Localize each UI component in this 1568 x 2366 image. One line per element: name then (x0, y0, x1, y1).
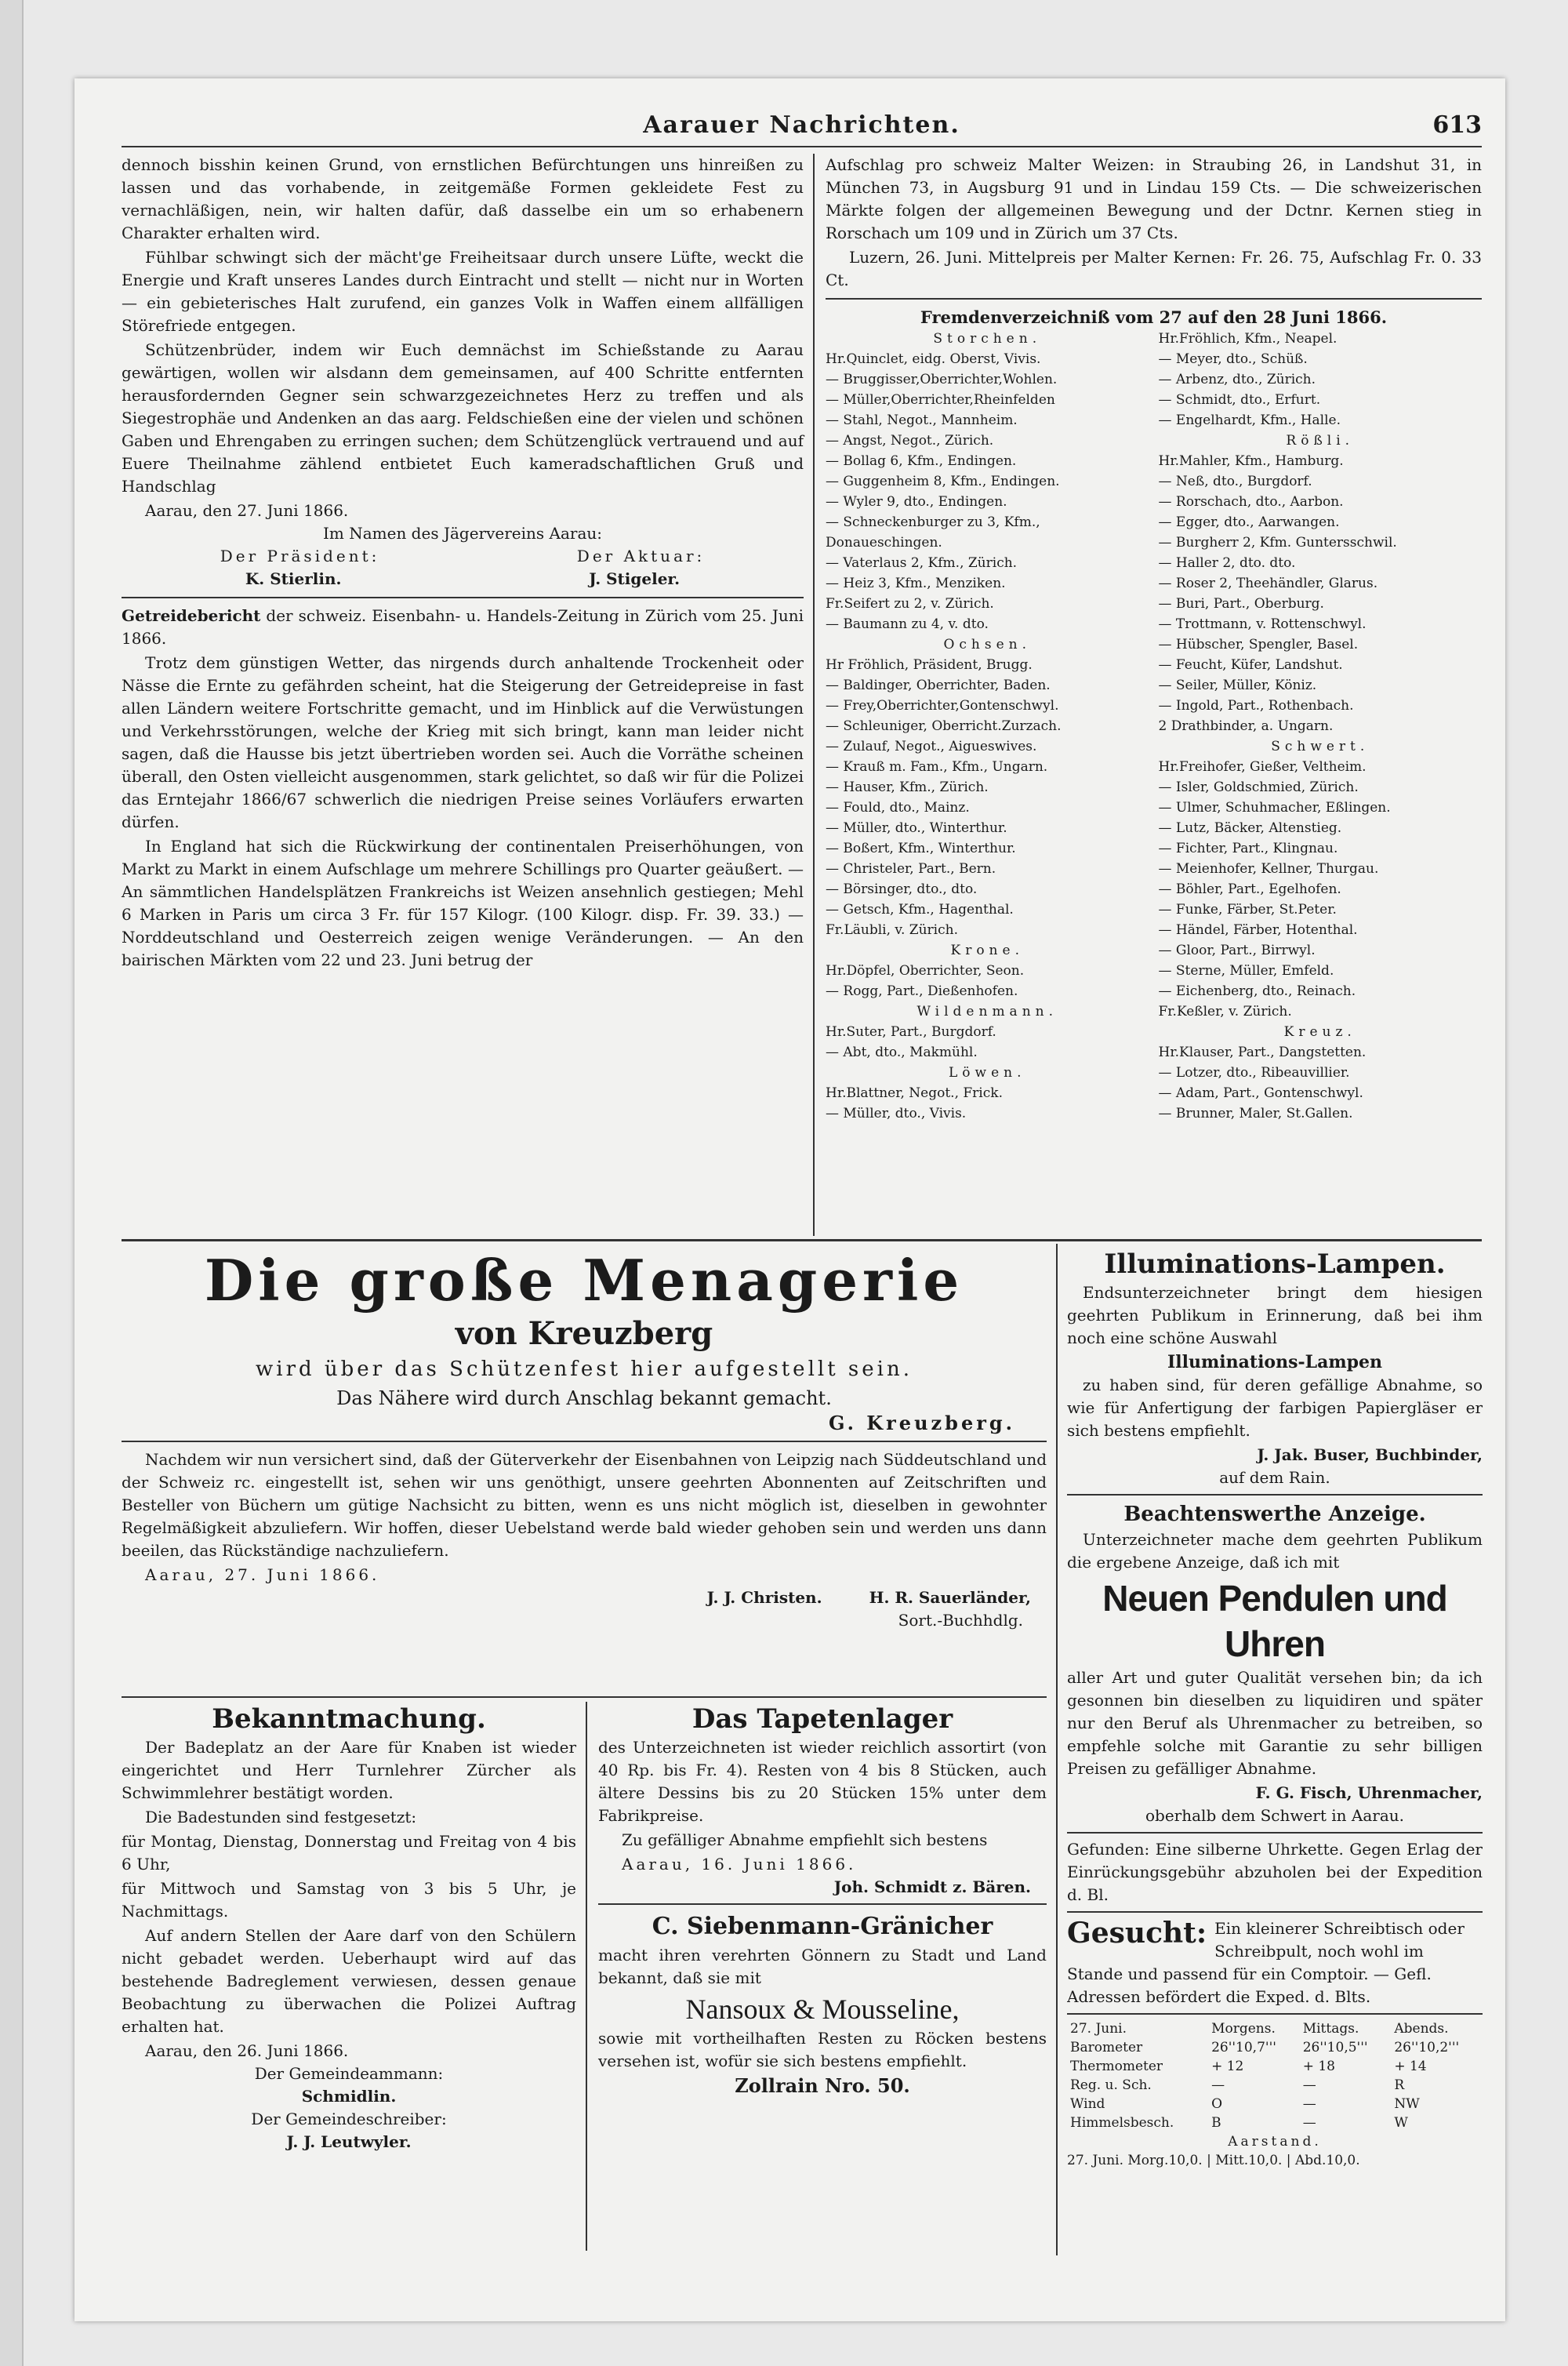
christen-signature: J. J. Christen. (706, 1588, 822, 1607)
section-rule (1067, 1494, 1483, 1496)
weather-value: — (1302, 2096, 1316, 2112)
guest-entry: — Fould, dto., Mainz. (826, 800, 970, 816)
weather-row (1067, 2076, 1483, 2095)
guest-entry: — Schmidt, dto., Erfurt. (1158, 392, 1321, 408)
weather-value: O (1211, 2096, 1222, 2112)
section-rule (1067, 2013, 1483, 2015)
guest-entry: — Hübscher, Spengler, Basel. (1158, 637, 1359, 652)
guest-entry: — Meienhofer, Kellner, Thurgau. (1158, 861, 1379, 877)
guest-entry: — Burgherr 2, Kfm. Guntersschwil. (1158, 535, 1397, 551)
jaeger-article (122, 154, 804, 973)
weather-value: — (1302, 2077, 1316, 2093)
hotel-name: Storchen. (933, 331, 1042, 347)
guest-entry: — Müller,Oberrichter,Rheinfelden (826, 392, 1055, 408)
bekanntmachung-title: Bekanntmachung. (212, 1703, 486, 1735)
guest-entry: Donaueschingen. (826, 535, 942, 551)
guest-entry: — Heiz 3, Kfm., Menziken. (826, 576, 1006, 591)
christen-notice: Nachdem wir nun versichert sind, daß der Güterverkehr der Eisenbahnen von Leipzig nach Süddeutschland und der Schweiz rc. eingestellt ist, sehen wir uns genöthigt, unsere geehrten Abonnenten auf Zeitschriften und Besteller von Büchern um gütige Nachsicht zu bitten, wenn es uns nicht möglich ist, dieselben in gewohnter Regelmäßigkeit abzuliefern. Wir hoffen, dieser Uebelstand werde bald wieder gehoben sein und werden uns dann beeilen, das Rückständige nachzuliefern. (122, 1450, 1047, 1560)
weather-col-header: Mittags. (1302, 2021, 1359, 2037)
guest-entry: — Neß, dto., Burgdorf. (1158, 474, 1312, 489)
guest-entry: Hr.Freihofer, Gießer, Veltheim. (1158, 759, 1367, 775)
guest-entry: — Krauß m. Fam., Kfm., Ungarn. (826, 759, 1048, 775)
uhren-location: oberhalb dem Schwert in Aarau. (1145, 1806, 1404, 1825)
signature-titles (122, 545, 804, 568)
guest-entry: — Gloor, Part., Birrwyl. (1158, 943, 1316, 958)
weather-value: R (1394, 2077, 1405, 2093)
article-paragraph: dennoch bisshin keinen Grund, von ernstlichen Befürchtungen uns hinreißen zu lassen und das vorhabende, in zeitgemäße Formen gekleidete Fest zu vernachläßigen, nein, wir halten dafür, daß dasselbe ein um so erhabenern Charakter erhalten wird. (122, 155, 804, 242)
guest-entry: Hr.Mahler, Kfm., Hamburg. (1158, 453, 1344, 469)
getreide-paragraph: In England hat sich die Rückwirkung der continentalen Preiserhöhungen, von Markt zu Markt in einem Aufschlage um mehrere Schillings pro Quarter geäußert. — An sämmtlichen Handelsplätzen Frankreichs ist Weizen ansehnlich gestiegen; Mehl 6 Marken in Paris um circa 3 Fr. für 157 Kilogr. (100 Kilogr. disp. Fr. 39. 33.) — Norddeutschland und Oesterreich zeigen wenige Veränderungen. — An den bairischen Märkten vom 22 und 23. Juni betrug der (122, 837, 804, 969)
hotel-name: Kreuz. (1283, 1024, 1356, 1040)
weather-value: + 12 (1211, 2059, 1244, 2074)
hotel-name: Schwert. (1271, 739, 1370, 754)
guest-entry: Fr.Seifert zu 2, v. Zürich. (826, 596, 994, 612)
illumination-product: Illuminations-Lampen (1167, 1352, 1382, 1372)
fremden-list (826, 329, 1482, 1124)
guest-entry: — Hauser, Kfm., Zürich. (826, 780, 989, 795)
weather-value: NW (1394, 2096, 1420, 2112)
siebenmann-product: Nansoux & Mousseline, (685, 1993, 960, 2025)
weather-label: Thermometer (1070, 2059, 1163, 2074)
guest-entry: Fr.Keßler, v. Zürich. (1158, 1004, 1292, 1019)
tapeten-ad (598, 1702, 1047, 2097)
notice-paragraph: Der Badeplatz an der Aare für Knaben ist wieder eingerichtet und Herr Turnlehrer Zürcher als Schwimmlehrer bestätigt worden. (122, 1738, 576, 1802)
menagerie-line: Das Nähere wird durch Anschlag bekannt gemacht. (336, 1387, 832, 1409)
guest-entry: — Egger, dto., Aarwangen. (1158, 514, 1340, 530)
guest-entry: — Trottmann, v. Rottenschwyl. (1158, 616, 1367, 632)
guest-entry: — Schneckenburger zu 3, Kfm., (826, 514, 1040, 530)
weather-col-header: Abends. (1394, 2021, 1449, 2037)
getreide-paragraph: Trotz dem günstigen Wetter, das nirgends durch anhaltende Trockenheit oder Nässe die Ernte zu gefährden scheint, hat die Steigerung der Getreidepreise in fast allen Ländern weitere Fortschritte gemacht, und im Hinblick auf die Verwüstungen und Verkehrsstörungen, welche der Krieg mit sich bringt, kann man leider nicht sagen, daß die Hausse bis jetzt übertrieben worden sei. Auch die Vorräthe scheinen überall, den Osten vielleicht ausgenommen, stark gelichtet, so daß wir für die Polizei das Erntejahr 1866/67 schwerlich die niedrigen Preise seines Vorläufers erwarten dürfen. (122, 653, 804, 831)
tapeten-text: Zu gefälliger Abnahme empfiehlt sich bestens (622, 1830, 988, 1849)
weather-value: W (1394, 2115, 1408, 2131)
page-title: Aarauer Nachrichten. (643, 111, 960, 139)
illumination-location: auf dem Rain. (1219, 1468, 1330, 1487)
notice-paragraph: Die Badestunden sind festgesetzt: (145, 1808, 417, 1826)
section-rule (122, 1239, 1482, 1241)
uhren-signature: F. G. Fisch, Uhrenmacher, (1255, 1783, 1483, 1802)
siebenmann-text: sowie mit vortheilhaften Resten zu Röcken bestens versehen ist, wofür sie sich bestens empfiehlt. (598, 2029, 1047, 2070)
scan-edge (0, 0, 24, 2366)
guest-entry: — Engelhardt, Kfm., Halle. (1158, 413, 1341, 428)
weather-row (1067, 2038, 1483, 2057)
president-name: K. Stierlin. (245, 569, 342, 588)
tapeten-title: Das Tapetenlager (691, 1703, 953, 1735)
weather-table (1067, 2019, 1483, 2132)
guest-entry: — Lutz, Bäcker, Altenstieg. (1158, 820, 1342, 836)
guest-entry: — Frey,Oberrichter,Gontenschwyl. (826, 698, 1059, 714)
guest-entry: — Lotzer, dto., Ribeauvillier. (1158, 1065, 1350, 1081)
guest-entry: — Schleuniger, Oberricht.Zurzach. (826, 718, 1062, 734)
fremden-column-left (826, 329, 1149, 1124)
guest-entry: — Roser 2, Theehändler, Glarus. (1158, 576, 1378, 591)
section-rule (598, 1903, 1047, 1905)
illumination-title: Illuminations-Lampen. (1104, 1248, 1446, 1280)
gesucht-text: Ein kleinerer Schreibtisch oder Schreibpult, noch wohl im Stande und passend für ein Comptoir. — Gefl. Adressen befördert die Exped. d. Blts. (1067, 1919, 1465, 2006)
weather-value: + 18 (1302, 2059, 1335, 2074)
guest-entry: — Getsch, Kfm., Hagenthal. (826, 902, 1014, 918)
uhren-title: Beachtenswerthe Anzeige. (1123, 1503, 1426, 1526)
schedule-line: für Mittwoch und Samstag von 3 bis 5 Uhr, je Nachmittags. (122, 1879, 576, 1921)
guest-entry: — Zulauf, Negot., Aigueswives. (826, 739, 1037, 754)
guest-entry: — Ulmer, Schuhmacher, Eßlingen. (1158, 800, 1391, 816)
guest-entry: — Isler, Goldschmied, Zürich. (1158, 780, 1359, 795)
actuar-name: J. Stigeler. (589, 569, 681, 588)
guest-entry: — Händel, Färber, Hotenthal. (1158, 922, 1358, 938)
official-name: Schmidlin. (301, 2087, 397, 2106)
page-header (122, 111, 1482, 143)
guest-entry: — Angst, Negot., Zürich. (826, 433, 994, 449)
uhren-text: aller Art und guter Qualität versehen bin; da ich gesonnen bin dieselben zu liquidiren und später nur den Beruf als Uhrenmacher zu betreiben, so empfehle solche mit Garantie zu sehr billigen Preisen zu gefälliger Abnahme. (1067, 1668, 1483, 1778)
guest-entry: Hr.Döpfel, Oberrichter, Seon. (826, 963, 1025, 979)
bekanntmachung-notice (122, 1702, 576, 2153)
guest-entry: — Wyler 9, dto., Endingen. (826, 494, 1007, 510)
gesucht-lead: Gesucht: (1067, 1917, 1207, 1950)
guest-entry: — Böhler, Part., Egelhofen. (1158, 881, 1341, 897)
tapeten-date: Aarau, 16. Juni 1866. (622, 1855, 857, 1874)
guest-entry: — Müller, dto., Vivis. (826, 1106, 967, 1121)
weather-row (1067, 2095, 1483, 2113)
hotel-name: Löwen. (949, 1065, 1026, 1081)
sauerlaender-firm: Sort.-Buchhdlg. (898, 1611, 1023, 1630)
guest-entry: — Müller, dto., Winterthur. (826, 820, 1007, 836)
christen-signatures (122, 1586, 1047, 1609)
menagerie-line: wird über das Schützenfest hier aufgestellt sein. (256, 1357, 913, 1381)
section-rule (1067, 1911, 1483, 1913)
market-paragraph: Luzern, 26. Juni. Mittelpreis per Malter Kernen: Fr. 26. 75, Aufschlag Fr. 0. 33 Ct. (826, 248, 1482, 289)
notice-date: Aarau, den 26. Juni 1866. (145, 2041, 349, 2060)
notice-paragraph: Auf andern Stellen der Aare darf von den Schülern nicht gebadet werden. Ueberhaupt wird auf das bestehende Badreglement verwiesen, dessen genaue Beobachtung zu überwachen die Polizei Auftrag erhalten hat. (122, 1926, 576, 2036)
section-rule (826, 298, 1482, 300)
president-title: Der Präsident: (220, 547, 380, 565)
aarstand-title: Aarstand. (1228, 2134, 1322, 2150)
weather-label: Barometer (1070, 2040, 1143, 2055)
guest-entry: — Meyer, dto., Schüß. (1158, 351, 1308, 367)
section-rule (122, 597, 804, 598)
newspaper-page (74, 78, 1505, 2321)
weather-value: 26''10,7''' (1211, 2040, 1276, 2055)
market-report-continued (826, 154, 1482, 1124)
guest-entry: — Abt, dto., Makmühl. (826, 1045, 978, 1060)
guest-entry: Hr.Suter, Part., Burgdorf. (826, 1024, 996, 1040)
weather-row (1067, 2113, 1483, 2132)
illumination-signature: J. Jak. Buser, Buchbinder, (1257, 1445, 1483, 1464)
menagerie-signature: G. Kreuzberg. (828, 1412, 1015, 1434)
guest-entry: — Sterne, Müller, Emfeld. (1158, 963, 1334, 979)
illumination-text: Endsunterzeichneter bringt dem hiesigen geehrten Publikum in Erinnerung, daß bei ihm noch eine schöne Auswahl (1067, 1283, 1483, 1347)
hotel-name: Rößli. (1286, 433, 1355, 449)
section-rule (122, 1696, 1047, 1698)
guest-entry: — Brunner, Maler, St.Gallen. (1158, 1106, 1353, 1121)
guest-entry: Hr Fröhlich, Präsident, Brugg. (826, 657, 1033, 673)
weather-value: + 14 (1394, 2059, 1427, 2074)
fremden-column-right (1159, 329, 1483, 1124)
guest-entry: — Börsinger, dto., dto. (826, 881, 978, 897)
guest-entry: — Seiler, Müller, Köniz. (1158, 678, 1317, 693)
official-role: Der Gemeindeschreiber: (251, 2110, 447, 2128)
menagerie-title: Die große Menagerie (204, 1247, 964, 1314)
guest-entry: Hr.Blattner, Negot., Frick. (826, 1085, 1003, 1101)
guest-entry: — Feucht, Küfer, Landshut. (1158, 657, 1343, 673)
guest-entry: — Rorschach, dto., Aarbon. (1158, 494, 1344, 510)
section-rule (1067, 1832, 1483, 1834)
guest-entry: — Eichenberg, dto., Reinach. (1158, 983, 1356, 999)
weather-header-row (1067, 2019, 1483, 2038)
weather-value: 26''10,2''' (1394, 2040, 1460, 2055)
weather-value: B (1211, 2115, 1221, 2131)
illumination-text: zu haben sind, für deren gefällige Abnahme, so wie für Anfertigung der farbigen Papiergläser er sich bestens empfiehlt. (1067, 1376, 1483, 1440)
menagerie-ad (122, 1247, 1047, 1632)
tapeten-text: des Unterzeichneten ist wieder reichlich assortirt (von 40 Rp. bis Fr. 4). Resten von 4 bis 8 Stücken, auch ältere Dessins bis zu 20 Stücken 15% unter dem Fabrikpreise. (598, 1738, 1047, 1825)
uhren-text: Unterzeichneter mache dem geehrten Publikum die ergebene Anzeige, daß ich mit (1067, 1530, 1483, 1572)
weather-row (1067, 2057, 1483, 2076)
gesucht-notice (1067, 1917, 1483, 2008)
header-rule (122, 146, 1482, 147)
weather-label: Wind (1070, 2096, 1105, 2112)
article-paragraph: Schützenbrüder, indem wir Euch demnächst im Schießstande zu Aarau gewärtigen, wollen wir alsdann dem gemeinsamen, auf 400 Schritte entfernten herausfordernden Gegner sein schwarzgezeichnetes Herz zu treffen und als Siegestrophäe und Andenken an das aarg. Feldschießen eine der vielen und schönen Gaben und Ehrengaben zu erringen suchen; dem Schützenglück vertrauend und auf Euere Theilnahme zählend entbietet Euch kameradschaftlichen Gruß und Handschlag (122, 340, 804, 496)
uhren-headline: Neuen Pendulen und Uhren (1102, 1578, 1447, 1664)
gefunden-notice: Gefunden: Eine silberne Uhrkette. Gegen Erlag der Einrückungsgebühr abzuholen bei der Expedition d. Bl. (1067, 1840, 1483, 1904)
siebenmann-title: C. Siebenmann-Gränicher (652, 1913, 993, 1940)
column-divider (1056, 1244, 1058, 2255)
column-divider (813, 154, 815, 1236)
guest-entry: Fr.Läubli, v. Zürich. (826, 922, 958, 938)
guest-entry: 2 Drathbinder, a. Ungarn. (1158, 718, 1334, 734)
siebenmann-address: Zollrain Nro. 50. (735, 2074, 910, 2097)
guest-entry: — Baumann zu 4, v. dto. (826, 616, 989, 632)
aarstand-values: 27. Juni. Morg.10,0. | Mitt.10,0. | Abd.10,0. (1067, 2153, 1360, 2168)
getreide-intro (122, 605, 804, 650)
signature-intro: Im Namen des Jägervereins Aarau: (323, 524, 602, 543)
guest-entry: — Funke, Färber, St.Peter. (1158, 902, 1337, 918)
section-rule (122, 1441, 1047, 1442)
article-date: Aarau, den 27. Juni 1866. (145, 501, 349, 520)
guest-entry: — Baldinger, Oberrichter, Baden. (826, 678, 1051, 693)
weather-value: — (1302, 2115, 1316, 2131)
guest-entry: — Christeler, Part., Bern. (826, 861, 996, 877)
page-number: 613 (1432, 111, 1482, 139)
guest-entry: — Bruggisser,Oberrichter,Wohlen. (826, 372, 1058, 387)
guest-entry: — Adam, Part., Gontenschwyl. (1158, 1085, 1363, 1101)
guest-entry: — Haller 2, dto. dto. (1158, 555, 1296, 571)
signature-names (122, 568, 804, 591)
weather-value: — (1211, 2077, 1225, 2093)
guest-entry: Hr.Quinclet, eidg. Oberst, Vivis. (826, 351, 1041, 367)
hotel-name: Ochsen. (943, 637, 1032, 652)
guest-entry: — Stahl, Negot., Mannheim. (826, 413, 1018, 428)
guest-entry: — Bollag 6, Kfm., Endingen. (826, 453, 1017, 469)
guest-entry: — Boßert, Kfm., Winterthur. (826, 841, 1016, 856)
guest-entry: — Fichter, Part., Klingnau. (1158, 841, 1338, 856)
guest-entry: — Arbenz, dto., Zürich. (1158, 372, 1316, 387)
schedule-line: für Montag, Dienstag, Donnerstag und Freitag von 4 bis 6 Uhr, (122, 1832, 576, 1874)
weather-label: Himmelsbesch. (1070, 2115, 1174, 2131)
guest-entry: — Vaterlaus 2, Kfm., Zürich. (826, 555, 1018, 571)
hotel-name: Wildenmann. (916, 1004, 1058, 1019)
guest-entry: — Buri, Part., Oberburg. (1158, 596, 1324, 612)
guest-entry: — Ingold, Part., Rothenbach. (1158, 698, 1354, 714)
weather-label: Reg. u. Sch. (1070, 2077, 1152, 2093)
christen-date: Aarau, 27. Juni 1866. (145, 1565, 380, 1584)
market-paragraph: Aufschlag pro schweiz Malter Weizen: in Straubing 26, in Landshut 31, in München 73, in Augsburg 91 und in Lindau 159 Cts. — Die schweizerischen Märkte folgen der allgemeinen Bewegung und der Dctnr. Kernen stieg in Rorschach um 109 und in Zürich um 37 Cts. (826, 155, 1482, 242)
guest-entry: — Rogg, Part., Dießenhofen. (826, 983, 1018, 999)
sauerlaender-signature: H. R. Sauerländer, (869, 1588, 1031, 1607)
hotel-name: Krone. (950, 943, 1024, 958)
weather-col-header: Morgens. (1211, 2021, 1276, 2037)
tapeten-signature: Joh. Schmidt z. Bären. (833, 1877, 1031, 1896)
fremden-title: Fremdenverzeichniß vom 27 auf den 28 Juni 1866. (920, 307, 1388, 327)
guest-entry: — Guggenheim 8, Kfm., Endingen. (826, 474, 1060, 489)
article-paragraph: Fühlbar schwingt sich der mächt'ge Freiheitsaar durch unsere Lüfte, weckt die Energie und Kraft unseres Landes durch Eintracht und stellt — nicht nur in Worten — ein gebieterisches Halt zurufend, ein ganzes Volk in Waffen einem allfälligen Störefriede entgegen. (122, 248, 804, 335)
weather-date: 27. Juni. (1070, 2021, 1127, 2037)
weather-value: 26''10,5''' (1302, 2040, 1368, 2055)
getreide-lead: Getreidebericht (122, 606, 261, 625)
right-ads (1067, 1247, 1483, 2170)
getreide-source: der schweiz. Eisenbahn- u. Handels-Zeitung in Zürich vom 25. Juni 1866. (122, 606, 804, 648)
column-divider (586, 1702, 587, 2251)
official-name: J. J. Leutwyler. (286, 2132, 412, 2151)
guest-entry: Hr.Fröhlich, Kfm., Neapel. (1158, 331, 1338, 347)
guest-entry: Hr.Klauser, Part., Dangstetten. (1158, 1045, 1367, 1060)
menagerie-subtitle: von Kreuzberg (455, 1315, 713, 1352)
actuar-title: Der Aktuar: (576, 547, 706, 565)
weather-body (1067, 2038, 1483, 2132)
siebenmann-text: macht ihren verehrten Gönnern zu Stadt und Land bekannt, daß sie mit (598, 1946, 1047, 1987)
official-role: Der Gemeindeammann: (254, 2064, 444, 2083)
